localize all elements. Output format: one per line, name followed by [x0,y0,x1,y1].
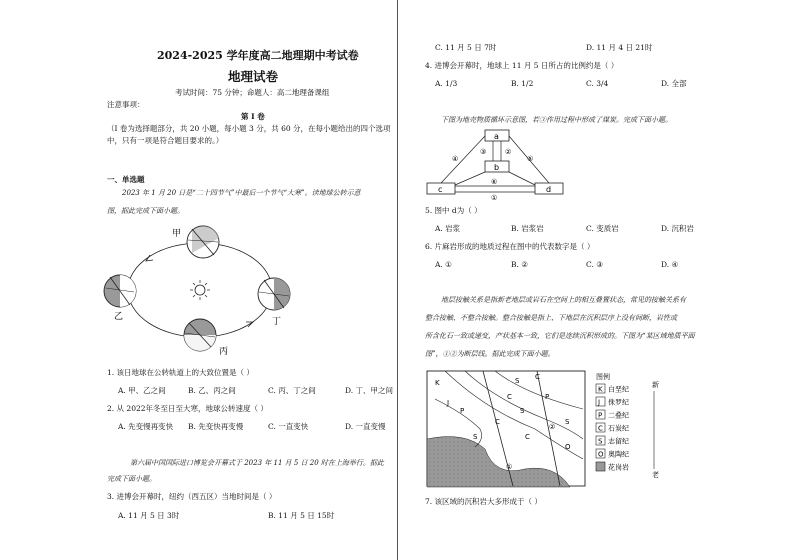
arrow-3: ③ [480,148,487,156]
legend-label: 二叠纪 [608,411,629,420]
q5-option-c[interactable]: C. 变质岩 [586,224,619,233]
q5-option-b[interactable]: B. 岩浆岩 [511,224,544,233]
earth-bing [184,319,216,351]
question-7: 7. 该区域的沉积岩大多形成于（ ） [425,497,542,506]
question-5: 5. 图中 d为（ ） [425,206,482,215]
orbit-diagram [100,220,310,360]
svg-text:C: C [535,373,540,381]
question-3: 3. 进博会开幕时，纽约（西五区）当地时间是（ ） [107,492,277,501]
earth-yi [104,275,136,307]
intro4-line2: 整合接触、不整合接触。整合接触是指上、下地层在沉积层序上没有间断，岩性或 [425,314,677,322]
q5-option-d[interactable]: D. 沉积岩 [661,224,695,233]
svg-text:S: S [473,433,478,441]
rock-cycle-diagram [425,128,565,200]
q6-option-c[interactable]: C. ③ [586,260,603,269]
part-heading: 一、单选题 [107,175,145,184]
exam-title: 2024-2025 学年度高二地理期中考试卷 [157,49,359,62]
svg-text:J: J [447,399,450,407]
q2-option-d[interactable]: D. 一直变慢 [345,422,386,431]
legend-label: 侏罗纪 [608,398,629,407]
legend-label: 白垩纪 [608,385,629,394]
legend-code: P [598,411,603,420]
q6-option-b[interactable]: B. ② [511,260,529,269]
q1-option-b[interactable]: B. 乙、丙之间 [188,386,236,395]
legend-swatch [596,462,605,471]
exam-info: 考试时间：75 分钟；命题人：高二地理备课组 [175,88,330,97]
svg-text:S: S [565,418,570,426]
sun-icon [190,280,210,300]
q1-option-c[interactable]: C. 丙、丁之间 [268,386,316,395]
arrow-2: ② [505,148,512,156]
arrow-4: ④ [452,155,459,163]
q3-option-a[interactable]: A. 11 月 5 日 3时 [118,511,180,520]
legend-code: J [598,398,601,407]
intro4-line1: 地层接触关系是指新老地层或岩石在空间上的相互叠置状态，常见的接触关系有 [441,296,686,304]
legend-new: 新 [652,381,659,389]
notes-label: 注意事项： [107,100,145,109]
arrow-6: ⑥ [491,178,498,186]
intro4-line4: 图”，①②为断层线。据此完成下面小题。 [425,350,555,358]
svg-text:P: P [460,407,465,415]
intro2-line2: 完成下面小题。 [107,475,156,483]
legend-code: C [598,424,603,433]
column-divider [397,0,398,560]
q4-option-d[interactable]: D. 全部 [661,79,687,88]
legend-code: O [598,450,604,459]
svg-text:P: P [545,393,550,401]
section-title: 第 I 卷 [241,112,265,121]
svg-text:O: O [565,443,571,451]
q5-option-a[interactable]: A. 岩浆 [435,224,461,233]
question-2: 2. 从 2022年冬至日至大寒，地球公转速度（ ） [107,404,268,413]
box-c: c [438,185,443,194]
q2-option-a[interactable]: A. 先变慢再变快 [118,422,174,431]
earth-ding [258,278,290,310]
q6-option-d[interactable]: D. ④ [661,260,679,269]
q4-option-c[interactable]: C. 3/4 [586,79,609,88]
legend-old: 老 [652,471,659,479]
intro4-line3: 所含化石一致或递变，产状基本一致，它们是连续沉积形成的。下图为“某区域地质平面 [425,332,695,340]
fault-label-1: ① [506,463,513,471]
intro1-line1: 2023 年 1 月 20 日是“二十四节气”中最后一个节气“大寒”。读地球公转示意 [122,189,361,197]
q3-option-c[interactable]: C. 11 月 5 日 7时 [435,43,497,52]
q2-option-c[interactable]: C. 一直变快 [268,422,309,431]
svg-text:S: S [520,407,525,415]
label-bing: 丙 [219,347,229,357]
q6-option-a[interactable]: A. ① [435,260,452,269]
label-ding: 丁 [272,317,282,327]
svg-text:K: K [435,379,440,387]
question-1: 1. 该日地球在公转轨道上的大致位置是（ ） [107,368,254,377]
legend-code: S [598,437,603,446]
label-yi: 乙 [114,312,124,322]
q2-option-b[interactable]: B. 先变快再变慢 [188,422,244,431]
box-a: a [494,132,499,141]
svg-text:S: S [515,377,520,385]
svg-text:C: C [507,393,512,401]
label-jia: 甲 [172,229,182,239]
intro1-line2: 图，据此完成下面小题。 [107,207,184,215]
instruction-line2: 中，只有一项是符合题目要求的。） [107,136,224,145]
geology-map [425,369,670,489]
q4-option-a[interactable]: A. 1/3 [435,79,458,88]
svg-text:C: C [525,433,530,441]
legend-label: 奥陶纪 [608,450,629,459]
legend-code: K [598,385,603,394]
intro3: 下图为地壳物质循环示意图，若③作用过程中形成了煤炭。完成下面小题。 [441,116,672,124]
question-6: 6. 片麻岩形成的地质过程在图中的代表数字是（ ） [425,242,595,251]
q3-option-d[interactable]: D. 11 月 4 日 21时 [586,43,653,52]
question-4: 4. 进博会开幕时，地球上 11 月 5 日所占的比例约是（ ） [425,61,619,70]
box-b: b [494,163,500,172]
legend-label: 石炭纪 [608,424,629,433]
q1-option-a[interactable]: A. 甲、乙之间 [118,386,166,395]
box-d: d [546,185,552,194]
intro2-line1: 第六届中国国际进口博览会开幕式于 2023 年 11 月 5 日 20 时在上海举行。据此 [130,459,384,467]
legend-label: 志留纪 [608,437,629,446]
exam-subtitle: 地理试卷 [228,69,279,84]
q1-option-d[interactable]: D. 丁、甲之间 [345,386,394,395]
svg-text:C: C [495,418,500,426]
arrow-5: ⑤ [527,155,534,163]
legend-label: 花岗岩 [608,463,629,472]
instruction-line1: （I 卷为选择题部分，共 20 小题，每小题 3 分，共 60 分，在每小题给出的四个选项 [107,124,391,133]
earth-jia [187,226,219,258]
arrow-1: ① [491,194,498,200]
fault-label-2: ② [549,423,556,431]
legend-title: 图例 [596,373,610,381]
q3-option-b[interactable]: B. 11 月 5 日 15时 [268,511,335,520]
q4-option-b[interactable]: B. 1/2 [511,79,534,88]
